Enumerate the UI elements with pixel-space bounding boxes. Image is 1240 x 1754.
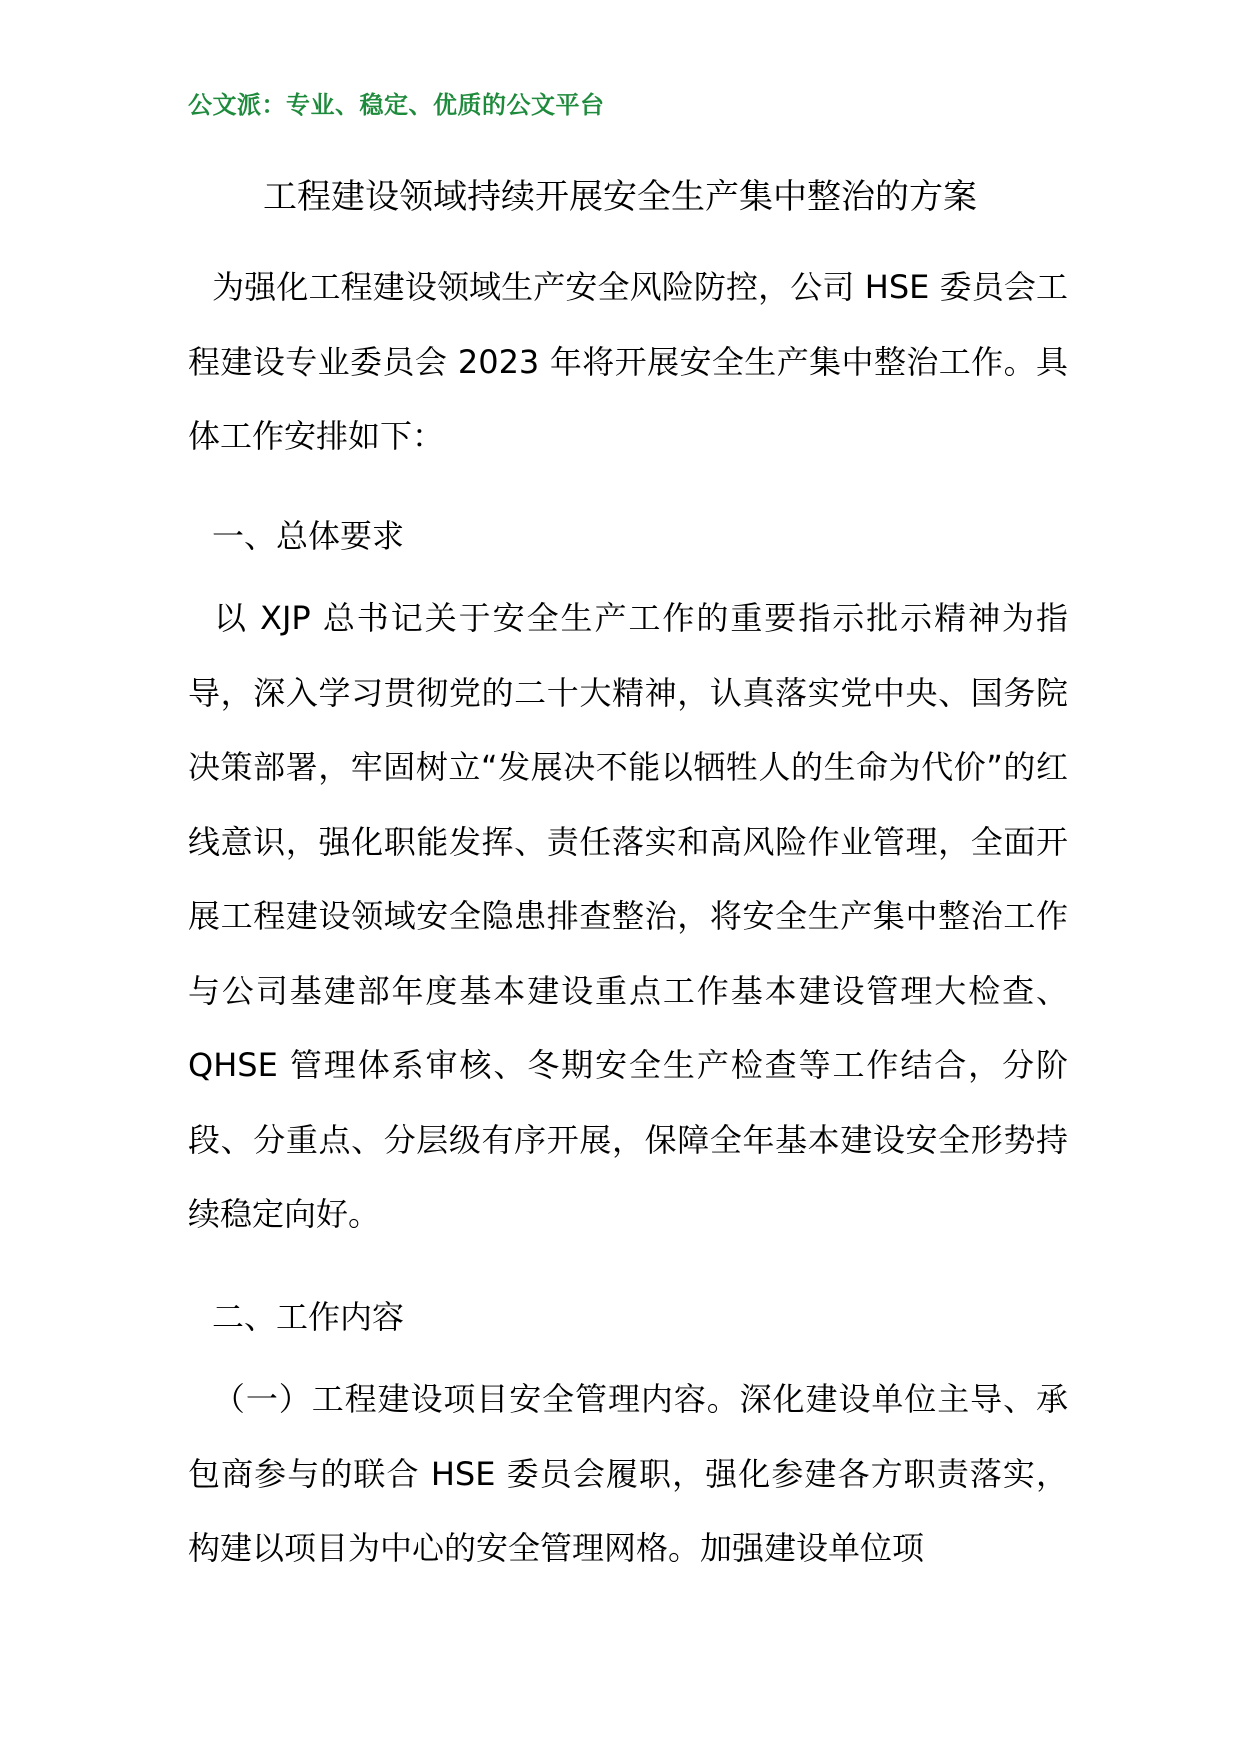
section-2-heading [188,1280,1068,1355]
platform-tagline: 公文派：专业、稳定、优质的公文平台 [188,91,605,119]
section-2-item-1-paragraph [188,1362,1068,1586]
section-1-heading-text: 一、总体要求 [212,517,405,555]
section-2-heading-text: 二、工作内容 [212,1298,405,1336]
intro-text: 为强化工程建设领域生产安全风险防控，公司 HSE 委员会工程建设专业委员会 2023 年将开展安全生产集中整治工作。具体工作安排如下： [188,268,1068,455]
document-title: 工程建设领域持续开展安全生产集中整治的方案 [263,177,977,217]
section-1-heading [188,499,1068,574]
section-1-paragraph [188,581,1068,1252]
section-2-item-1-text: （一）工程建设项目安全管理内容。深化建设单位主导、承包商参与的联合 HSE 委员会履职，强化参建各方职责落实，构建以项目为中心的安全管理网格。加强建设单位项 [188,1380,1068,1567]
section-1-text: 以 XJP 总书记关于安全生产工作的重要指示批示精神为指导，深入学习贯彻党的二十大精神，认真落实党中央、国务院决策部署，牢固树立“发展决不能以牺牲人的生命为代价”的红线意识，强化职能发挥、责任落实和高风险作业管理，全面开展工程建设领域安全隐患排查整治，将安全生产集中整治工作与公司基建部年度基本建设重点工作基本建设管理大检查、QHSE 管理体系审核、冬期安全生产检查等工作结合，分阶段、分重点、分层级有序开展，保障全年基本建设安全形势持续稳定向好。 [188,599,1068,1233]
intro-paragraph [188,250,1068,474]
